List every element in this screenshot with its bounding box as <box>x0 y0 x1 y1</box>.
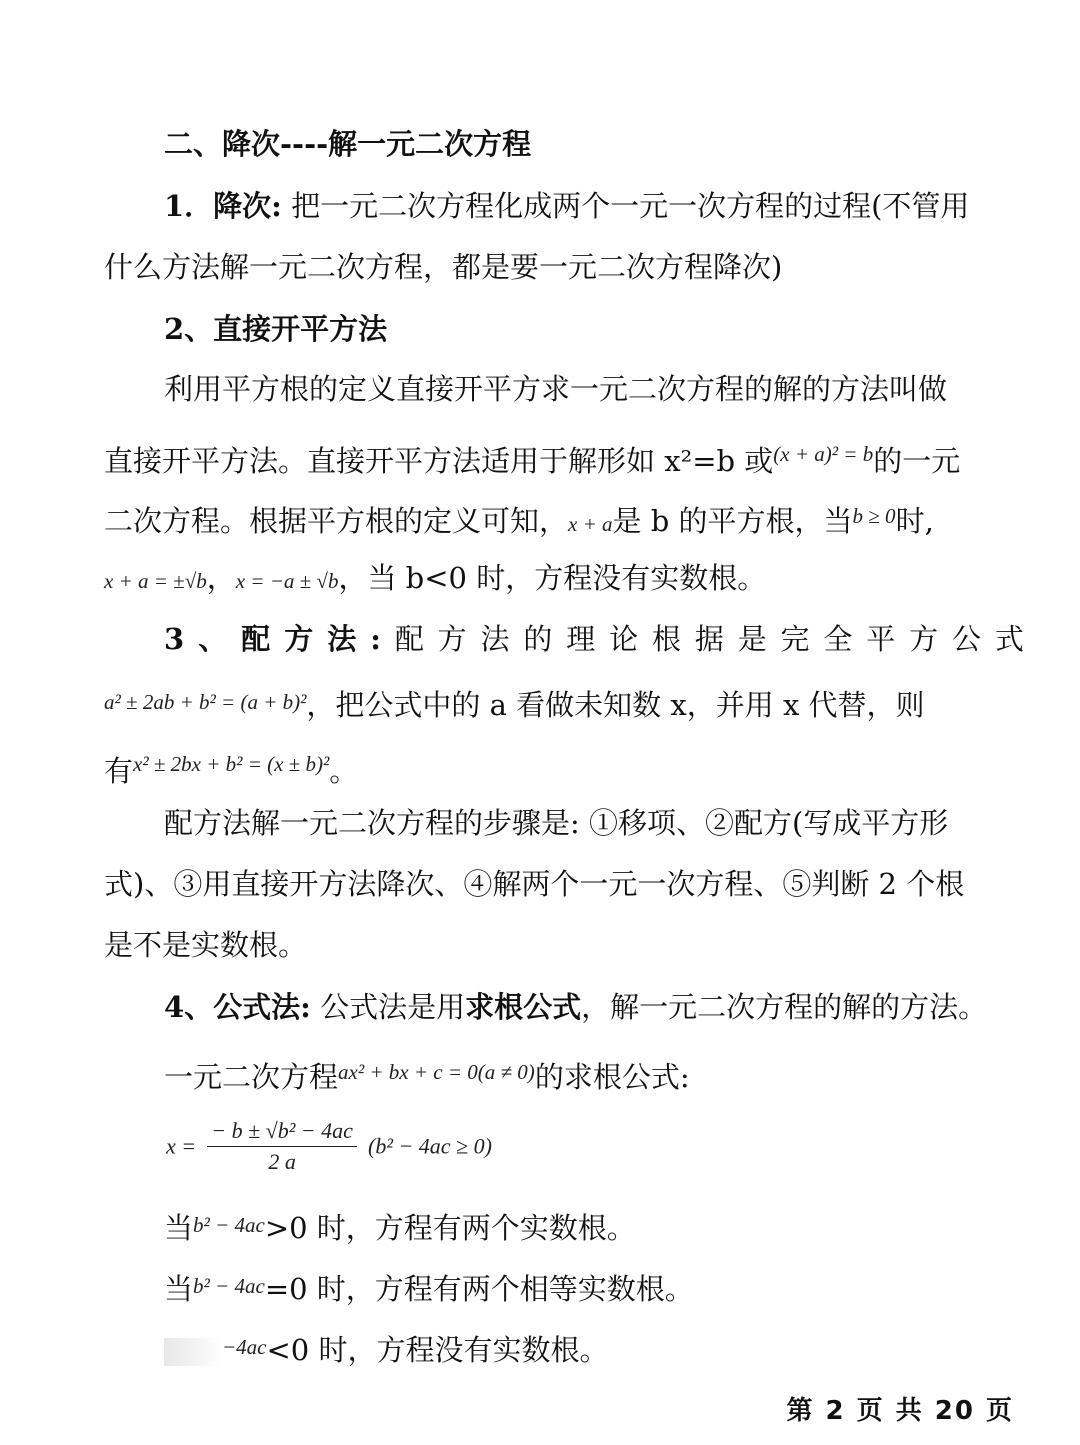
word: 的 <box>523 622 553 656</box>
math-expression: a² ± 2ab + b² = (a + b)² <box>104 690 307 714</box>
word: 论 <box>609 622 639 656</box>
word: 是 <box>737 622 767 656</box>
page-number: 第 2 页 共 20 页 <box>786 1396 1014 1426</box>
text: 。 <box>329 754 359 788</box>
word: 法 <box>480 622 510 656</box>
heading-char: 法 <box>327 622 357 656</box>
heading-char: 配 <box>241 622 271 656</box>
text-emphasis: 求根公式 <box>465 990 582 1024</box>
math-expression: x² ± 2bx + b² = (x ± b)² <box>133 752 330 776</box>
text: 二次方程。根据平方根的定义可知， <box>104 504 569 538</box>
formula-numerator: − b ± √b² − 4ac <box>207 1118 357 1147</box>
obscured-region <box>164 1338 222 1366</box>
word: 据 <box>694 622 724 656</box>
text: >0 时，方程有两个实数根。 <box>264 1211 636 1245</box>
word: 配 <box>394 622 424 656</box>
heading-reduce-degree: 1．降次: <box>164 189 282 223</box>
text: 是 b 的平方根，当 <box>612 504 853 538</box>
text: 式)、③用直接开方法降次、④解两个一元一次方程、⑤判断 2 个根 <box>104 867 965 901</box>
text: 当 <box>164 1211 194 1245</box>
text: ， <box>206 561 236 595</box>
heading-char: 方 <box>284 622 314 656</box>
math-expression: −4ac <box>222 1335 267 1359</box>
text: 当 <box>164 1272 194 1306</box>
quadratic-formula <box>166 1118 492 1175</box>
heading-char: 3 <box>164 622 185 656</box>
word: 平 <box>866 622 896 656</box>
math-expression: x = −a ± √b <box>235 569 339 593</box>
word: 理 <box>566 622 596 656</box>
text: ，当 b<0 时，方程没有实数根。 <box>338 561 767 595</box>
formula-denominator: 2 a <box>268 1149 296 1174</box>
word: 全 <box>823 622 853 656</box>
heading-completing-square <box>164 619 381 659</box>
text: 什么方法解一元二次方程，都是要一元二次方程降次) <box>104 250 783 284</box>
heading-char: : <box>370 622 381 656</box>
math-expression: ax² + bx + c = 0(a ≠ 0) <box>338 1060 535 1084</box>
text: =0 时，方程有两个相等实数根。 <box>264 1272 694 1306</box>
text: 一元二次方程 <box>164 1060 339 1094</box>
math-expression: b ≥ 0 <box>852 504 896 528</box>
text: 公式法是用 <box>310 990 466 1024</box>
formula-lhs: x = <box>166 1133 197 1159</box>
text: 的求根公式: <box>534 1060 690 1094</box>
text: 时, <box>895 504 934 538</box>
text: <0 时，方程没有实数根。 <box>266 1333 609 1367</box>
word: 方 <box>437 622 467 656</box>
math-expression: (x + a)² = b <box>773 442 874 466</box>
section-title: 二、降次----解一元二次方程 <box>164 127 532 161</box>
word: 根 <box>651 622 681 656</box>
text: ，解一元二次方程的解的方法。 <box>581 990 988 1024</box>
text: 配方法解一元二次方程的步骤是: ①移项、②配方(写成平方形 <box>164 806 949 840</box>
formula-condition: (b² − 4ac ≥ 0) <box>368 1133 492 1159</box>
text: 是不是实数根。 <box>104 928 308 962</box>
heading-direct-root: 2、直接开平方法 <box>164 312 388 346</box>
heading-char: 、 <box>198 622 228 656</box>
word: 方 <box>909 622 939 656</box>
text: 把一元二次方程化成两个一元一次方程的过程(不管用 <box>281 189 970 223</box>
text: 有 <box>104 754 134 788</box>
word: 完 <box>780 622 810 656</box>
math-expression: x + a <box>568 512 613 536</box>
math-expression: x + a = ±√b <box>104 569 207 593</box>
word: 式 <box>994 622 1024 656</box>
text: 直接开平方法。直接开平方法适用于解形如 x²=b 或 <box>104 444 774 478</box>
text: 利用平方根的定义直接开平方求一元二次方程的解的方法叫做 <box>164 372 948 406</box>
text: 的一元 <box>873 444 961 478</box>
word: 公 <box>951 622 981 656</box>
heading-formula-method: 4、公式法: <box>164 990 311 1024</box>
text: ，把公式中的 a 看做未知数 x，并用 x 代替，则 <box>306 688 925 722</box>
formula-fraction <box>207 1118 357 1175</box>
math-expression: b² − 4ac <box>193 1213 265 1237</box>
math-expression: b² − 4ac <box>193 1274 265 1298</box>
